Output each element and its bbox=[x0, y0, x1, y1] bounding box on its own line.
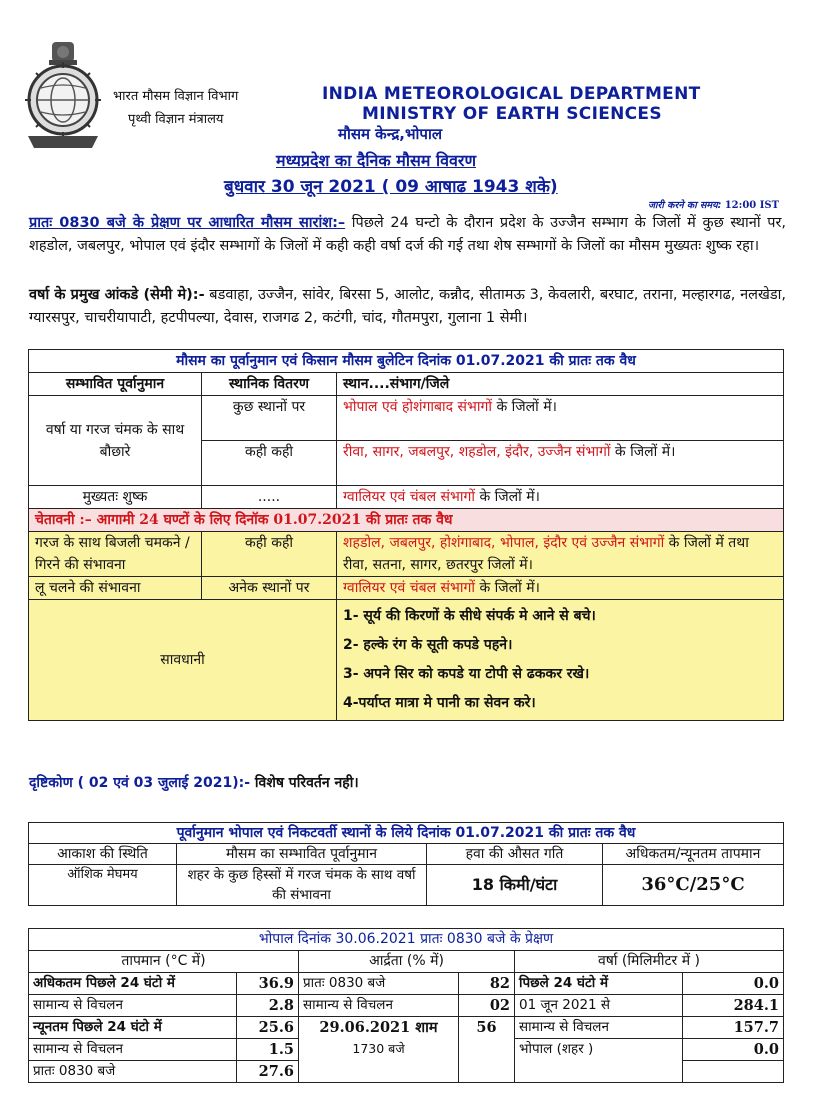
col-header-forecast: सम्भावित पूर्वानुमान bbox=[29, 373, 202, 396]
col-header-distribution: स्थानिक वितरण bbox=[202, 373, 337, 396]
english-department-name: INDIA METEOROLOGICAL DEPARTMENT bbox=[322, 84, 701, 104]
rain-value-dev: 157.7 bbox=[683, 1017, 784, 1039]
issue-time-value: 12:00 IST bbox=[724, 200, 780, 211]
caution-label: सावधानी bbox=[29, 600, 337, 721]
warning-dist-1: कही कही bbox=[202, 532, 337, 577]
issue-time-label: जारी करने का समय: bbox=[648, 200, 722, 211]
col-header-places: स्थान....संभाग/जिले bbox=[337, 373, 784, 396]
caution-item: 1- सूर्य की किरणों के सीधे संपर्क मे आने से बचे। bbox=[343, 608, 596, 624]
humidity-label-dev: सामान्य से विचलन bbox=[299, 995, 459, 1017]
warning-place-2 bbox=[337, 577, 784, 600]
warning-place-1-name: शहडोल, जबलपुर, होशंगाबाद, भोपाल, इंदौर एवं उज्जैन संभागों bbox=[343, 535, 665, 551]
warning-place-1-suffix: के जिलों में तथा रीवा, सतना, सागर, छतरपुर जिलों में। bbox=[343, 535, 749, 573]
temp-label-min-dev: सामान्य से विचलन bbox=[29, 1039, 237, 1061]
temp-value-min: 25.6 bbox=[237, 1017, 299, 1039]
humidity-label-morning: प्रातः 0830 बजे bbox=[299, 973, 459, 995]
warning-dist-2: अनेक स्थानों पर bbox=[202, 577, 337, 600]
temp-value-min-dev: 1.5 bbox=[237, 1039, 299, 1061]
weather-summary bbox=[29, 212, 786, 258]
forecast-place-3 bbox=[337, 486, 784, 509]
humidity-value-morning: 82 bbox=[459, 973, 515, 995]
forecast-dist-3: ..... bbox=[202, 486, 337, 509]
hindi-ministry-name: पृथ्वी विज्ञान मंत्रालय bbox=[128, 112, 224, 127]
forecast-place-1-name: भोपाल एवं होशंगाबाद संभागों bbox=[343, 399, 492, 415]
observation-title: भोपाल दिनांक 30.06.2021 प्रातः 0830 बजे के प्रेक्षण bbox=[29, 929, 784, 951]
imd-emblem-logo bbox=[22, 40, 104, 152]
temp-value-max-dev: 2.8 bbox=[237, 995, 299, 1017]
hindi-department-name: भारत मौसम विज्ञान विभाग bbox=[113, 89, 239, 104]
outlook bbox=[29, 773, 359, 792]
humidity-label-evening-time: 1730 बजे bbox=[352, 1041, 405, 1056]
humidity-label-evening: 29.06.2021 शाम bbox=[319, 1019, 438, 1036]
report-date: बुधवार 30 जून 2021 ( 09 आषाढ 1943 शके) bbox=[224, 177, 558, 197]
temp-label-min: न्यूनतम पिछले 24 घंटो में bbox=[29, 1017, 237, 1039]
rain-value-city: 0.0 bbox=[683, 1039, 784, 1061]
caution-list bbox=[337, 600, 784, 721]
humidity-value-dev: 02 bbox=[459, 995, 515, 1017]
rainfall-text: बडवाहा, उज्जैन, सांवेर, बिरसा 5, आलोट, कन्नौद, सीतामऊ 3, केवलारी, बरघाट, तराना, मल्हारगढ, नलखेडा, ग्यारसपुर, चाचरीयापाटी, हटपीपल्या, देवास, राजगढ 2, कटंगी, चांद, गौतमपुरा, गुलाना 1 सेमी। bbox=[29, 287, 786, 326]
rain-value-24h: 0.0 bbox=[683, 973, 784, 995]
forecast-type-rain: वर्षा या गरज चंमक के साथ बौछारे bbox=[29, 396, 202, 486]
city-temp: 36°C/25°C bbox=[603, 865, 784, 906]
temp-label-max: अधिकतम पिछले 24 घंटो में bbox=[29, 973, 237, 995]
warning-type-heatwave: लू चलने की संभावना bbox=[29, 577, 202, 600]
temp-value-morning: 27.6 bbox=[237, 1061, 299, 1083]
summary-text: पिछले 24 घन्टो के दौरान प्रदेश के उज्जैन सम्भाग के जिलों में कुछ स्थानों पर, शहडोल, जबलपुर, भोपाल एवं इंदौर सम्भागों के जिलों में कही कही वर्षा दर्ज की गई तथा शेष सम्भागों के जिलों का मौसम मुख्यतः शुष्क रहा। bbox=[29, 215, 787, 254]
humidity-header: आर्द्रता (% में) bbox=[299, 951, 515, 973]
forecast-place-1 bbox=[337, 396, 784, 441]
forecast-title: मौसम का पूर्वानुमान एवं किसान मौसम बुलेटिन दिनांक 01.07.2021 की प्रातः तक वैध bbox=[29, 350, 784, 373]
forecast-dist-1: कुछ स्थानों पर bbox=[202, 396, 337, 441]
city-header-sky: आकाश की स्थिति bbox=[29, 844, 177, 865]
center-name: मौसम केन्द्र,भोपाल bbox=[338, 125, 443, 143]
forecast-place-2-name: रीवा, सागर, जबलपुर, शहडोल, इंदौर, उज्जैन संभागों bbox=[343, 444, 611, 460]
observation-table bbox=[28, 928, 784, 1083]
summary-heading: प्रातः 0830 बजे के प्रेक्षण पर आधारित मौसम सारांश:– bbox=[29, 215, 346, 231]
issue-time bbox=[648, 198, 779, 211]
rainfall-summary bbox=[29, 284, 786, 330]
temp-label-max-dev: सामान्य से विचलन bbox=[29, 995, 237, 1017]
rain-label-city: भोपाल (शहर ) bbox=[515, 1039, 683, 1083]
city-forecast-table bbox=[28, 822, 784, 906]
forecast-place-3-name: ग्वालियर एवं चंबल संभागों bbox=[343, 489, 476, 505]
caution-item: 4-पर्याप्त मात्रा मे पानी का सेवन करे। bbox=[343, 695, 536, 711]
city-header-wind: हवा की औसत गति bbox=[427, 844, 603, 865]
forecast-place-2 bbox=[337, 441, 784, 486]
forecast-type-dry: मुख्यतः शुष्क bbox=[29, 486, 202, 509]
forecast-dist-2: कही कही bbox=[202, 441, 337, 486]
forecast-table bbox=[28, 349, 784, 721]
caution-item: 2- हल्के रंग के सूती कपडे पहने। bbox=[343, 637, 513, 653]
city-header-temp: अधिकतम/न्यूनतम तापमान bbox=[603, 844, 784, 865]
english-ministry-name: MINISTRY OF EARTH SCIENCES bbox=[362, 104, 662, 124]
temp-value-max: 36.9 bbox=[237, 973, 299, 995]
outlook-label: दृष्टिकोण ( 02 एवं 03 जुलाई 2021):- bbox=[29, 775, 251, 791]
forecast-place-1-suffix: के जिलों में। bbox=[492, 399, 557, 415]
city-sky: ऑशिक मेघमय bbox=[29, 865, 177, 906]
temp-header: तापमान (°C में) bbox=[29, 951, 299, 973]
rain-empty-cell bbox=[683, 1061, 784, 1083]
caution-item: 3- अपने सिर को कपडे या टोपी से ढककर रखे। bbox=[343, 666, 590, 682]
warning-type-thunder: गरज के साथ बिजली चमकने / गिरने की संभावना bbox=[29, 532, 202, 577]
city-wind: 18 किमी/घंटा bbox=[427, 865, 603, 906]
city-weather: शहर के कुछ हिस्सों में गरज चंमक के साथ वर्षा की संभावना bbox=[177, 865, 427, 906]
humidity-evening-cell bbox=[299, 1017, 459, 1083]
warning-place-2-suffix: के जिलों में। bbox=[475, 580, 540, 596]
temp-label-morning: प्रातः 0830 बजे bbox=[29, 1061, 237, 1083]
outlook-value: विशेष परिवर्तन नही। bbox=[250, 775, 359, 791]
warning-title-text: चेतावनी :– आगामी 24 घण्टों के लिए दिनॉक 01.07.2021 की प्रातः तक वैध bbox=[35, 512, 453, 528]
rain-header: वर्षा (मिलिमीटर में ) bbox=[515, 951, 784, 973]
warning-place-1 bbox=[337, 532, 784, 577]
report-title: मध्यप्रदेश का दैनिक मौसम विवरण bbox=[276, 151, 477, 170]
warning-place-2-name: ग्वालियर एवं चंबल संभागों bbox=[343, 580, 476, 596]
city-header-weather: मौसम का सम्भावित पूर्वानुमान bbox=[177, 844, 427, 865]
rain-value-season: 284.1 bbox=[683, 995, 784, 1017]
humidity-value-evening: 56 bbox=[459, 1017, 515, 1083]
city-forecast-title: पूर्वानुमान भोपाल एवं निकटवर्ती स्थानों के लिये दिनांक 01.07.2021 की प्रातः तक वैध bbox=[29, 823, 784, 844]
forecast-place-3-suffix: के जिलों में। bbox=[475, 489, 540, 505]
rain-label-24h: पिछले 24 घंटो में bbox=[515, 973, 683, 995]
rain-label-dev: सामान्य से विचलन bbox=[515, 1017, 683, 1039]
forecast-place-2-suffix: के जिलों में। bbox=[610, 444, 676, 460]
rain-label-season: 01 जून 2021 से bbox=[515, 995, 683, 1017]
warning-title bbox=[29, 509, 784, 532]
rainfall-heading: वर्षा के प्रमुख आंकडे (सेमी मे):- bbox=[29, 287, 205, 303]
